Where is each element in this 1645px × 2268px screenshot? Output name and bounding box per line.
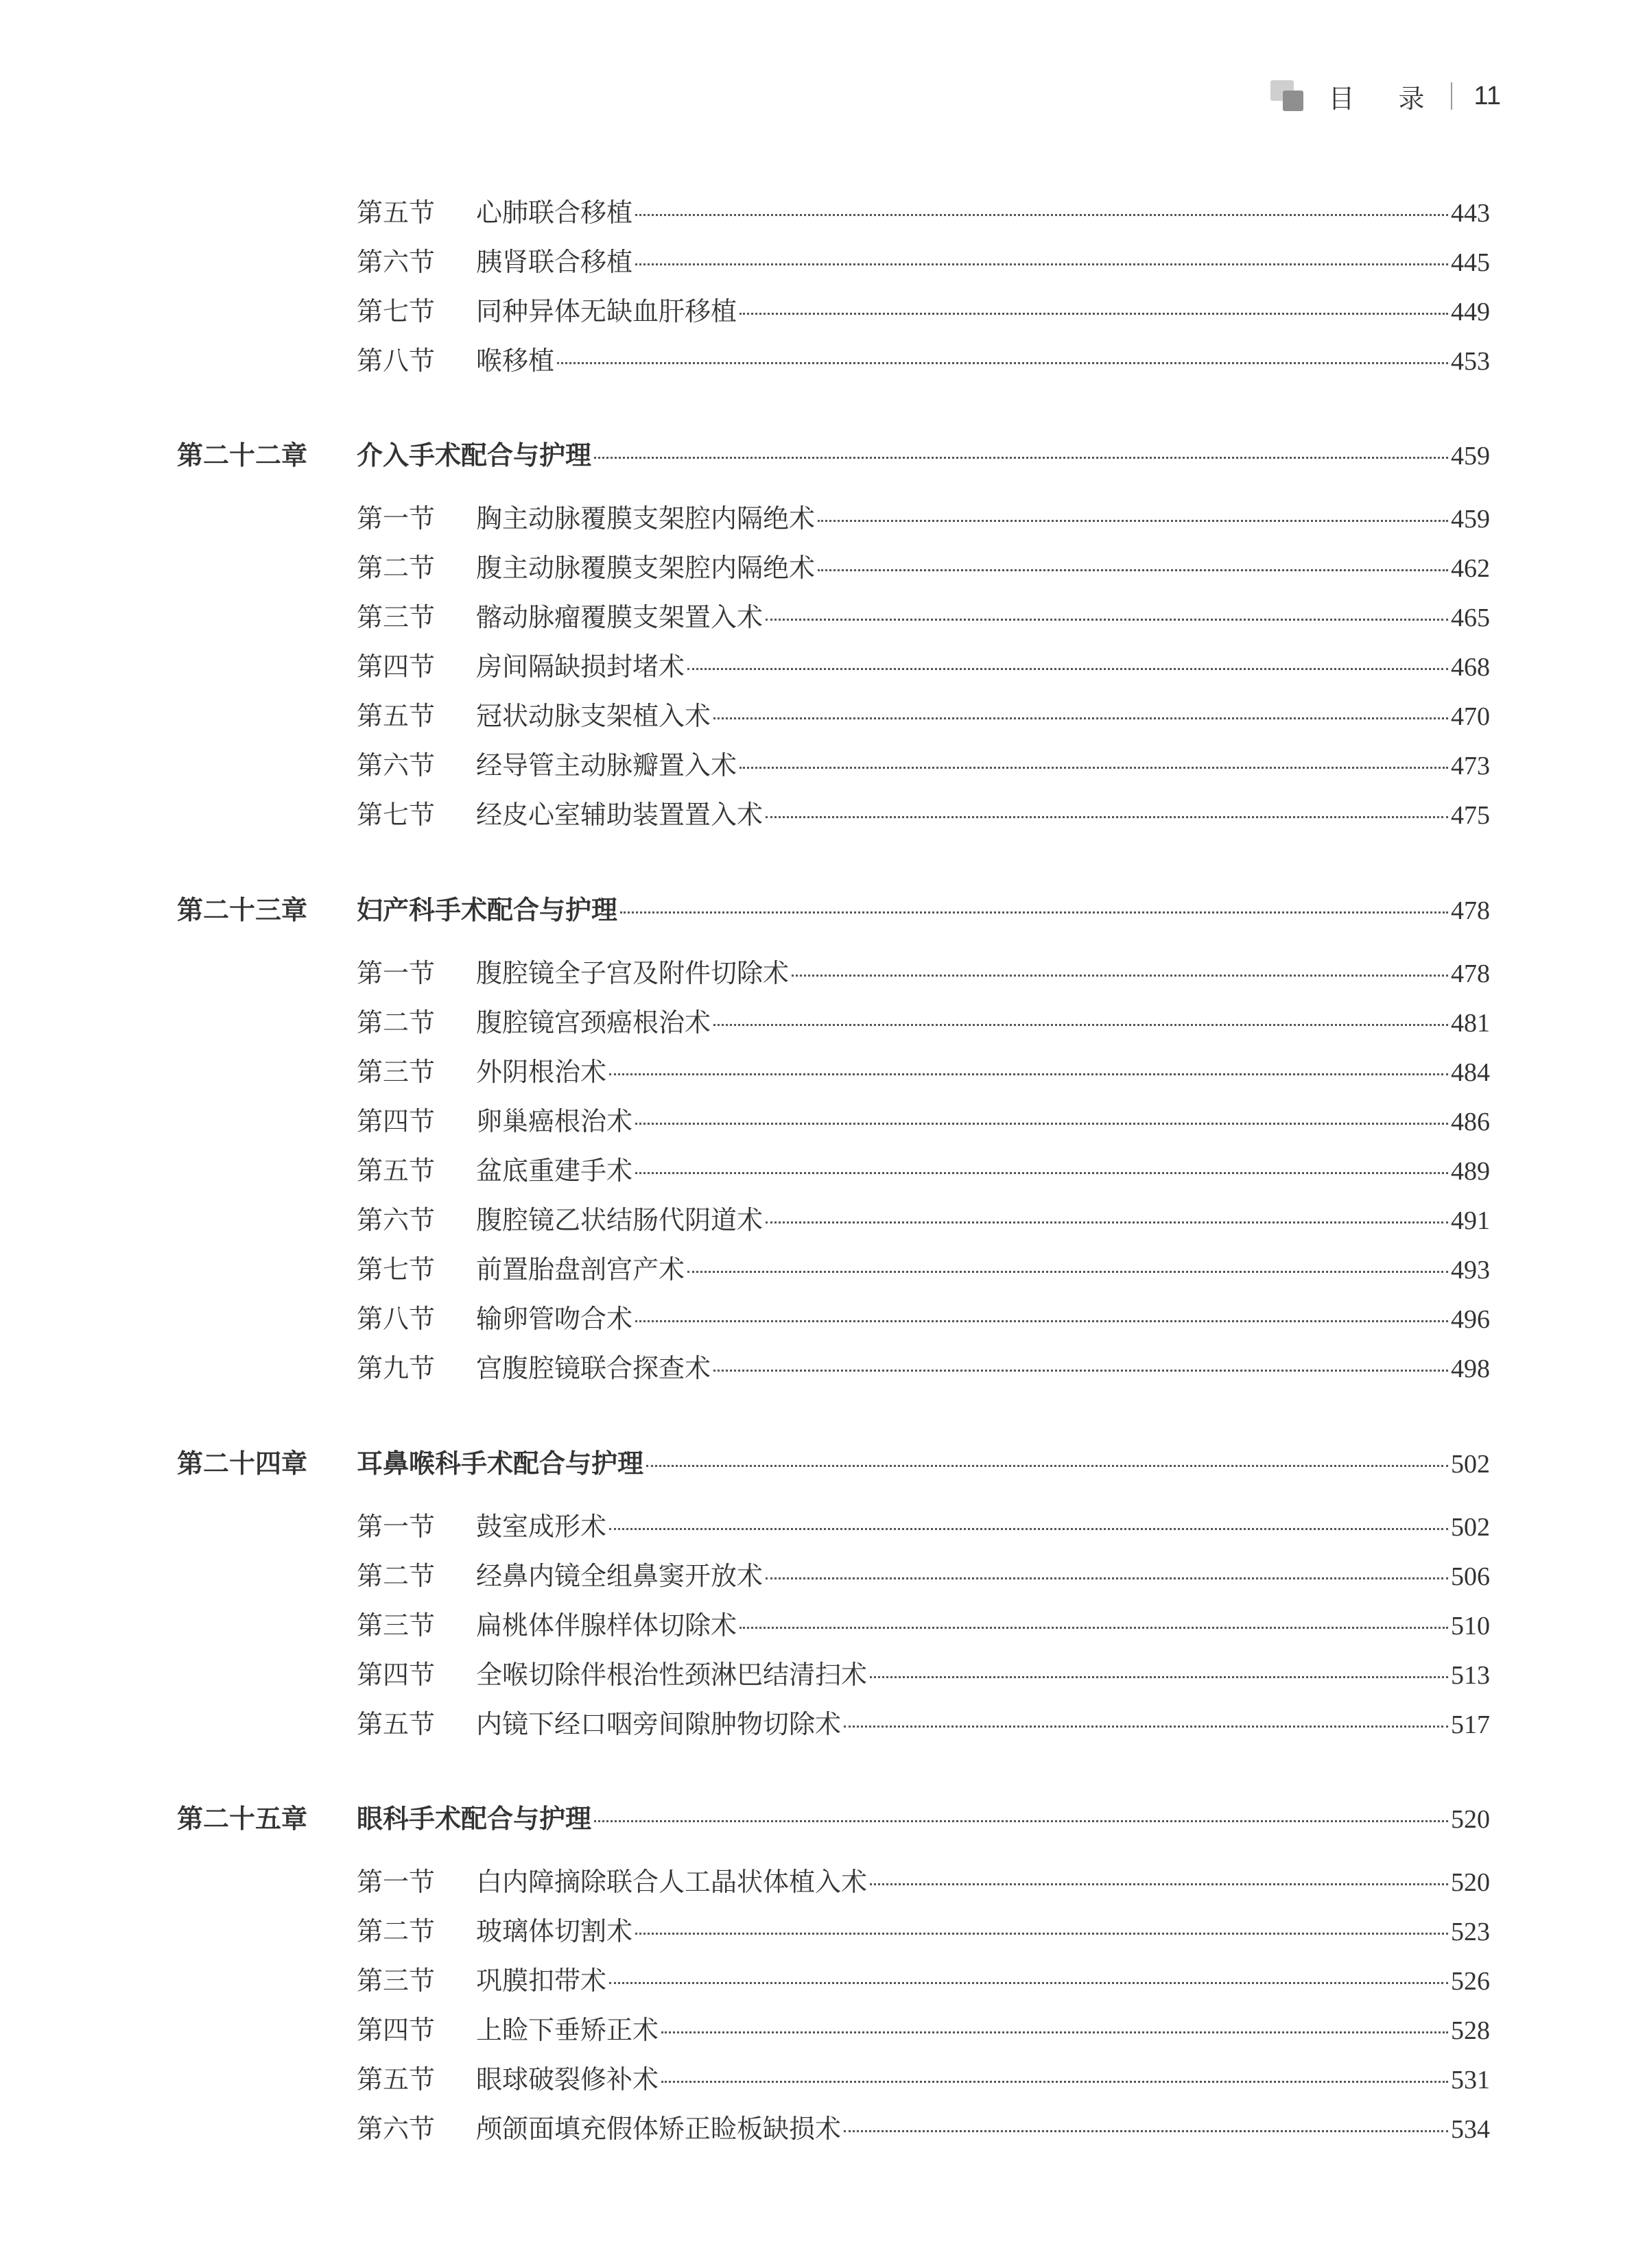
- toc-entry-line: [476, 1298, 1490, 1340]
- dot-leader: [594, 1820, 1448, 1822]
- toc-entry-line: [476, 2059, 1490, 2101]
- entry-page-number: 449: [1451, 298, 1490, 326]
- toc-chapter-row: [0, 1798, 1645, 1839]
- section-title: 扁桃体伴腺样体切除术: [476, 1610, 737, 1640]
- toc-entry-line: [476, 1002, 1490, 1044]
- entry-page-number: 481: [1451, 1009, 1490, 1038]
- dot-leader: [870, 1883, 1448, 1885]
- dot-leader: [713, 1024, 1448, 1026]
- dot-leader: [646, 1465, 1448, 1467]
- dot-leader: [661, 2081, 1448, 2083]
- section-title: 颅颌面填充假体矫正睑板缺损术: [476, 2114, 842, 2144]
- entry-page-number: 493: [1451, 1256, 1490, 1285]
- section-title: 胸主动脉覆膜支架腔内隔绝术: [476, 503, 816, 534]
- toc-chapter-row: [0, 890, 1645, 931]
- section-title: 白内障摘除联合人工晶状体植入术: [476, 1867, 868, 1897]
- toc-section-row: [0, 1861, 1645, 1902]
- toc-section-row: [0, 1704, 1645, 1745]
- entry-page-number: 489: [1451, 1157, 1490, 1186]
- section-title: 心肺联合移植: [476, 198, 633, 228]
- toc-section-row: [0, 1654, 1645, 1695]
- section-number: 第五节: [357, 2064, 436, 2094]
- chapter-number: 第二十三章: [177, 895, 308, 925]
- toc-entry-line: [476, 547, 1490, 589]
- section-title: 腹腔镜乙状结肠代阴道术: [476, 1205, 764, 1235]
- section-title: 盆底重建手术: [476, 1156, 633, 1186]
- entry-page-number: 484: [1451, 1058, 1490, 1087]
- toc-entry-line: [476, 1960, 1490, 2002]
- chapter-title: 介入手术配合与护理: [357, 440, 592, 470]
- entry-page-number: 459: [1451, 442, 1490, 470]
- dot-leader: [635, 263, 1448, 265]
- toc-entry-line: [476, 695, 1490, 737]
- section-title: 前置胎盘剖宫产术: [476, 1254, 685, 1285]
- toc-section-row: [0, 241, 1645, 283]
- entry-page-number: 523: [1451, 1918, 1490, 1946]
- toc-section-row: [0, 2009, 1645, 2051]
- toc-section-row: [0, 1605, 1645, 1646]
- entry-page-number: 502: [1451, 1513, 1490, 1542]
- toc-entry-line: [476, 1911, 1490, 1953]
- dot-leader: [609, 1528, 1448, 1530]
- toc-section-row: [0, 695, 1645, 737]
- section-title: 喉移植: [476, 346, 555, 376]
- entry-page-number: 531: [1451, 2066, 1490, 2094]
- toc-entry-line: [476, 1051, 1490, 1093]
- toc-section-row: [0, 340, 1645, 381]
- toc-chapter-row: [0, 1443, 1645, 1484]
- section-number: 第二节: [357, 1561, 436, 1591]
- chapter-number: 第二十二章: [177, 440, 308, 470]
- section-number: 第六节: [357, 247, 436, 277]
- section-number: 第八节: [357, 1304, 436, 1334]
- section-title: 经皮心室辅助装置置入术: [476, 800, 764, 830]
- toc-section-row: [0, 953, 1645, 994]
- section-number: 第一节: [357, 503, 436, 534]
- section-number: 第四节: [357, 1106, 436, 1136]
- toc-section-row: [0, 1911, 1645, 1952]
- entry-page-number: 513: [1451, 1661, 1490, 1690]
- dot-leader: [739, 313, 1448, 315]
- dot-leader: [609, 1982, 1448, 1984]
- section-number: 第七节: [357, 1254, 436, 1285]
- entry-page-number: 462: [1451, 554, 1490, 583]
- section-number: 第五节: [357, 198, 436, 228]
- entry-page-number: 491: [1451, 1206, 1490, 1235]
- entry-page-number: 526: [1451, 1967, 1490, 1996]
- section-title: 鼓室成形术: [476, 1512, 607, 1542]
- toc-entry-line: [476, 241, 1490, 283]
- toc-entry-line: [476, 597, 1490, 638]
- section-title: 同种异体无缺血肝移植: [476, 296, 737, 326]
- chapter-number: 第二十五章: [177, 1804, 308, 1834]
- toc-section-row: [0, 646, 1645, 687]
- section-marker-icon: [1270, 80, 1305, 112]
- page-number: 11: [1474, 81, 1501, 110]
- toc-entry-line: [476, 498, 1490, 540]
- entry-page-number: 510: [1451, 1612, 1490, 1640]
- entry-page-number: 520: [1451, 1868, 1490, 1897]
- section-title: 宫腹腔镜联合探查术: [476, 1353, 711, 1383]
- toc-section-row: [0, 1960, 1645, 2001]
- dot-leader: [766, 816, 1448, 818]
- section-number: 第七节: [357, 296, 436, 326]
- entry-page-number: 498: [1451, 1354, 1490, 1383]
- section-title: 髂动脉瘤覆膜支架置入术: [476, 602, 764, 632]
- toc-section-row: [0, 597, 1645, 638]
- section-number: 第五节: [357, 1709, 436, 1739]
- dot-leader: [818, 520, 1448, 522]
- section-number: 第三节: [357, 602, 436, 632]
- entry-page-number: 459: [1451, 505, 1490, 534]
- section-number: 第七节: [357, 800, 436, 830]
- toc-section-row: [0, 1150, 1645, 1191]
- chapter-title: 耳鼻喉科手术配合与护理: [357, 1448, 644, 1479]
- toc-section-row: [0, 192, 1645, 233]
- toc-section-row: [0, 745, 1645, 786]
- section-number: 第三节: [357, 1057, 436, 1087]
- dot-leader: [713, 1370, 1448, 1372]
- section-number: 第八节: [357, 346, 436, 376]
- chapter-title: 妇产科手术配合与护理: [357, 895, 618, 925]
- entry-page-number: 502: [1451, 1450, 1490, 1479]
- toc-entry-line: [357, 1443, 1490, 1485]
- section-title: 冠状动脉支架植入术: [476, 701, 711, 731]
- toc-entry-line: [476, 1348, 1490, 1389]
- header-divider: [1451, 82, 1452, 110]
- toc-section-row: [0, 291, 1645, 332]
- section-title: 经鼻内镜全组鼻窦开放术: [476, 1561, 764, 1591]
- section-title: 经导管主动脉瓣置入术: [476, 750, 737, 780]
- section-title: 房间隔缺损封堵术: [476, 652, 685, 682]
- dot-leader: [870, 1676, 1448, 1678]
- dot-leader: [844, 2130, 1448, 2132]
- section-number: 第九节: [357, 1353, 436, 1383]
- toc-entry-line: [476, 953, 1490, 994]
- dot-leader: [713, 717, 1448, 719]
- dot-leader: [661, 2031, 1448, 2033]
- toc-section-row: [0, 1002, 1645, 1043]
- dot-leader: [635, 1320, 1448, 1322]
- section-number: 第一节: [357, 1512, 436, 1542]
- dot-leader: [739, 1627, 1448, 1629]
- toc-section-row: [0, 2059, 1645, 2100]
- section-title: 内镜下经口咽旁间隙肿物切除术: [476, 1709, 842, 1739]
- toc-entry-line: [476, 291, 1490, 333]
- toc-entry-line: [476, 1199, 1490, 1241]
- section-number: 第四节: [357, 1660, 436, 1690]
- dot-leader: [739, 767, 1448, 769]
- dot-leader: [594, 457, 1448, 459]
- section-number: 第二节: [357, 1007, 436, 1038]
- section-number: 第一节: [357, 958, 436, 988]
- section-title: 全喉切除伴根治性颈淋巴结清扫术: [476, 1660, 868, 1690]
- dot-leader: [635, 214, 1448, 216]
- toc-entry-line: [476, 1861, 1490, 1903]
- dot-leader: [844, 1726, 1448, 1728]
- entry-page-number: 528: [1451, 2016, 1490, 2045]
- dot-leader: [635, 1123, 1448, 1125]
- entry-page-number: 445: [1451, 248, 1490, 277]
- entry-page-number: 506: [1451, 1562, 1490, 1591]
- entry-page-number: 517: [1451, 1710, 1490, 1739]
- toc-entry-line: [476, 2108, 1490, 2150]
- toc-entry-line: [476, 2009, 1490, 2051]
- toc-section-row: [0, 2108, 1645, 2149]
- section-title: 胰肾联合移植: [476, 247, 633, 277]
- section-number: 第六节: [357, 1205, 436, 1235]
- header-title: 目 录: [1328, 83, 1443, 114]
- toc-section-row: [0, 1249, 1645, 1290]
- entry-page-number: 520: [1451, 1805, 1490, 1834]
- toc-entry-line: [476, 646, 1490, 688]
- toc-entry-line: [476, 1555, 1490, 1597]
- entry-page-number: 473: [1451, 752, 1490, 780]
- page-header: [1270, 75, 1501, 117]
- dot-leader: [635, 1933, 1448, 1935]
- entry-page-number: 486: [1451, 1108, 1490, 1136]
- section-number: 第四节: [357, 2015, 436, 2045]
- dot-leader: [766, 1221, 1448, 1223]
- toc-entry-line: [476, 745, 1490, 787]
- toc-entry-line: [476, 1101, 1490, 1143]
- section-title: 外阴根治术: [476, 1057, 607, 1087]
- dot-leader: [620, 911, 1448, 914]
- toc-section-row: [0, 1101, 1645, 1142]
- section-number: 第二节: [357, 553, 436, 583]
- toc-section-row: [0, 1506, 1645, 1547]
- entry-page-number: 496: [1451, 1305, 1490, 1334]
- toc-section-row: [0, 1298, 1645, 1339]
- section-title: 眼球破裂修补术: [476, 2064, 659, 2094]
- entry-page-number: 470: [1451, 702, 1490, 731]
- section-title: 输卵管吻合术: [476, 1304, 633, 1334]
- toc-entry-line: [476, 1605, 1490, 1647]
- section-number: 第五节: [357, 701, 436, 731]
- toc-entry-line: [357, 890, 1490, 931]
- toc-section-row: [0, 1555, 1645, 1597]
- dot-leader: [557, 362, 1448, 364]
- toc-entry-line: [476, 1654, 1490, 1696]
- toc-section-row: [0, 1199, 1645, 1241]
- dot-leader: [766, 1577, 1448, 1579]
- toc-entry-line: [357, 1798, 1490, 1840]
- section-title: 腹主动脉覆膜支架腔内隔绝术: [476, 553, 816, 583]
- dot-leader: [818, 569, 1448, 571]
- entry-page-number: 465: [1451, 604, 1490, 632]
- section-title: 卵巢癌根治术: [476, 1106, 633, 1136]
- entry-page-number: 475: [1451, 801, 1490, 830]
- dot-leader: [766, 619, 1448, 621]
- dot-leader: [687, 668, 1448, 670]
- toc-section-row: [0, 1051, 1645, 1093]
- section-number: 第六节: [357, 750, 436, 780]
- entry-page-number: 453: [1451, 347, 1490, 376]
- section-number: 第二节: [357, 1916, 436, 1946]
- section-title: 腹腔镜宫颈癌根治术: [476, 1007, 711, 1038]
- section-number: 第四节: [357, 652, 436, 682]
- section-title: 腹腔镜全子宫及附件切除术: [476, 958, 790, 988]
- toc-entry-line: [476, 1506, 1490, 1548]
- section-number: 第一节: [357, 1867, 436, 1897]
- dot-leader: [635, 1172, 1448, 1174]
- toc-entry-line: [476, 1249, 1490, 1291]
- toc-entry-line: [476, 1704, 1490, 1745]
- dot-leader: [792, 975, 1448, 977]
- section-title: 上睑下垂矫正术: [476, 2015, 659, 2045]
- section-number: 第五节: [357, 1156, 436, 1186]
- entry-page-number: 534: [1451, 2115, 1490, 2144]
- entry-page-number: 478: [1451, 896, 1490, 925]
- toc-entry-line: [476, 1150, 1490, 1192]
- toc-entry-line: [476, 340, 1490, 382]
- section-title: 玻璃体切割术: [476, 1916, 633, 1946]
- chapter-number: 第二十四章: [177, 1448, 308, 1479]
- section-number: 第六节: [357, 2114, 436, 2144]
- entry-page-number: 478: [1451, 959, 1490, 988]
- section-number: 第三节: [357, 1966, 436, 1996]
- chapter-title: 眼科手术配合与护理: [357, 1804, 592, 1834]
- toc-entry-line: [476, 192, 1490, 234]
- dot-leader: [687, 1271, 1448, 1273]
- entry-page-number: 443: [1451, 199, 1490, 228]
- toc-section-row: [0, 547, 1645, 588]
- entry-page-number: 468: [1451, 653, 1490, 682]
- toc-section-row: [0, 1348, 1645, 1389]
- toc-entry-line: [357, 435, 1490, 477]
- toc-entry-line: [476, 794, 1490, 836]
- section-title: 巩膜扣带术: [476, 1966, 607, 1996]
- dot-leader: [609, 1073, 1448, 1075]
- toc-section-row: [0, 794, 1645, 835]
- toc-chapter-row: [0, 435, 1645, 476]
- toc-section-row: [0, 498, 1645, 539]
- section-number: 第三节: [357, 1610, 436, 1640]
